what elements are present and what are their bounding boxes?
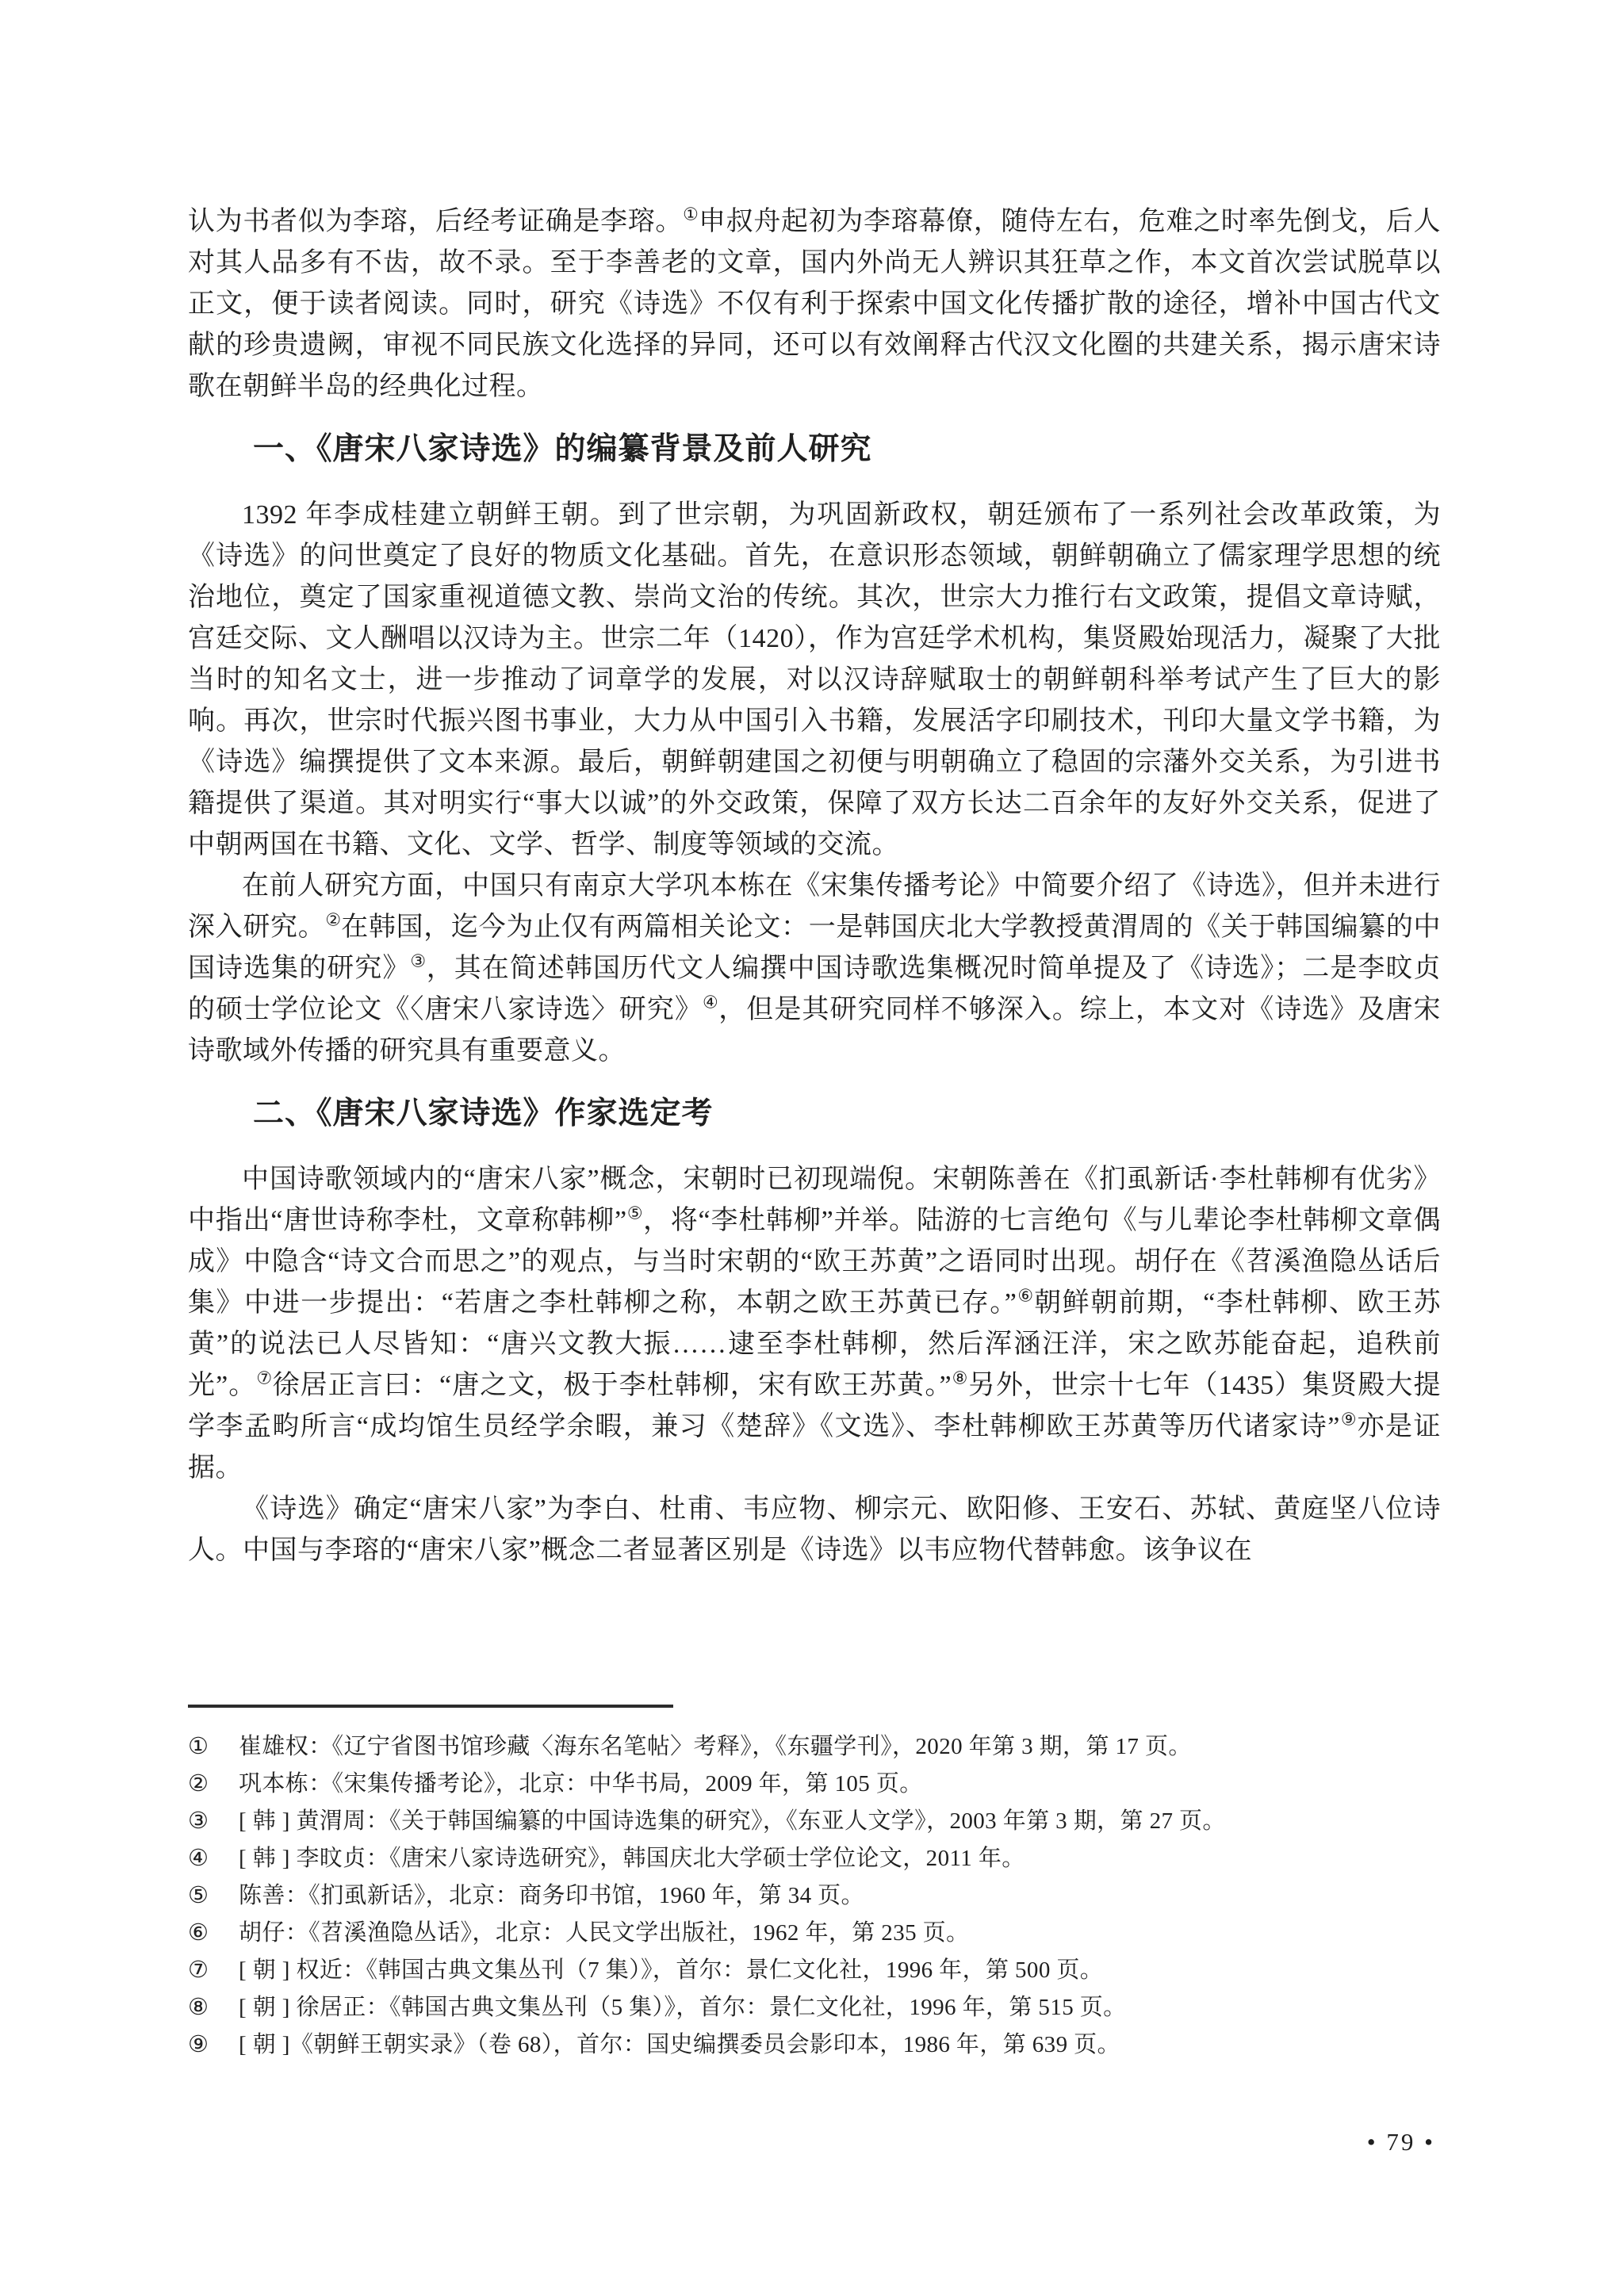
footnote-ref: ① [683,204,699,224]
footnote-6 [188,1915,1449,1952]
footnote-text: [ 朝 ] 权近：《韩国古典文集丛刊（7 集）》，首尔：景仁文化社，1996 年，第 500 页。 [239,1957,1104,1983]
section-heading-1: 一、《唐宋八家诗选》的编纂背景及前人研究 [253,432,872,466]
page-number: • 79 • [1366,2128,1435,2156]
footnotes-section [188,1705,1449,2064]
footnote-ref: ⑦ [256,1368,273,1388]
footnote-text: 崔雄权：《辽宁省图书馆珍藏〈海东名笔帖〉考释》，《东疆学刊》，2020 年第 3 期，第 17 页。 [239,1734,1192,1759]
footnote-3 [188,1803,1449,1840]
footnote-7 [188,1952,1449,1989]
footnote-ref: ② [325,909,342,930]
footnote-9 [188,2026,1449,2064]
footnote-text: [ 韩 ] 黄渭周：《关于韩国编纂的中国诗选集的研究》，《东亚人文学》，2003 年第 3 期，第 27 页。 [239,1808,1226,1834]
footnote-marker: ⑤ [188,1883,209,1908]
footnote-ref: ③ [410,951,427,971]
paragraph-intro: 认为书者似为李瑢，后经考证确是李瑢。①申叔舟起初为李瑢幕僚，随侍左右，危难之时率先倒戈，后人对其人品多有不齿，故不录。至于李善老的文章，国内外尚无人辨识其狂草之作，本文首次尝试脱草以正文，便于读者阅读。同时，研究《诗选》不仅有利于探索中国文化传播扩散的途径，增补中国古代文献的珍贵遗阙，审视不同民族文化选择的异同，还可以有效阐释古代汉文化圈的共建关系，揭示唐宋诗歌在朝鲜半岛的经典化过程。 [188,204,1442,401]
paragraph-eight-poets: 《诗选》确定“唐宋八家”为李白、杜甫、韦应物、柳宗元、欧阳修、王安石、苏轼、黄庭坚八位诗人。中国与李瑢的“唐宋八家”概念二者显著区别是《诗选》以韦应物代替韩愈。该争议在 [188,1494,1441,1565]
footnote-2 [188,1766,1449,1803]
footnote-text: [ 朝 ] 徐居正：《韩国古典文集丛刊（5 集）》，首尔：景仁文化社，1996 年，第 515 页。 [239,1995,1127,2020]
footnote-ref: ⑨ [1339,1409,1358,1429]
footnote-8 [188,1989,1449,2026]
footnote-text: [ 朝 ]《朝鲜王朝实录》（卷 68），首尔：国史编撰委员会影印本，1986 年，第 639 页。 [239,2032,1120,2057]
footnote-ref: ⑥ [1017,1285,1035,1306]
footnote-text: 陈善：《扪虱新话》，北京：商务印书馆，1960 年，第 34 页。 [239,1883,864,1908]
footnote-marker: ⑨ [188,2032,209,2057]
footnote-marker: ③ [188,1808,209,1834]
footnote-ref: ⑤ [626,1203,643,1223]
footnote-text: [ 韩 ] 李旼贞：《唐宋八家诗选研究》，韩国庆北大学硕士学位论文，2011 年。 [239,1846,1025,1871]
footnote-marker: ⑥ [188,1920,209,1946]
paragraph-background: 1392 年李成桂建立朝鲜王朝。到了世宗朝，为巩固新政权，朝廷颁布了一系列社会改革政策，为《诗选》的问世奠定了良好的物质文化基础。首先，在意识形态领域，朝鲜朝确立了儒家理学思想的统治地位，奠定了国家重视道德文教、崇尚文治的传统。其次，世宗大力推行右文政策，提倡文章诗赋，宫廷交际、文人酬唱以汉诗为主。世宗二年（1420），作为宫廷学术机构，集贤殿始现活力，凝聚了大批当时的知名文士，进一步推动了词章学的发展，对以汉诗辞赋取士的朝鲜朝科举考试产生了巨大的影响。再次，世宗时代振兴图书事业，大力从中国引入书籍，发展活字印刷技术，刊印大量文学书籍，为《诗选》编撰提供了文本来源。最后，朝鲜朝建国之初便与明朝确立了稳固的宗藩外交关系，为引进书籍提供了渠道。其对明实行“事大以诚”的外交政策，保障了双方长达二百余年的友好外交关系，促进了中朝两国在书籍、文化、文学、哲学、制度等领域的交流。 [188,500,1441,859]
footnote-marker: ⑦ [188,1957,209,1983]
footnote-separator [188,1705,673,1708]
section-heading-2: 二、《唐宋八家诗选》作家选定考 [253,1096,714,1131]
footnote-4 [188,1840,1449,1877]
footnote-text: 胡仔：《苕溪渔隐丛话》，北京：人民文学出版社，1962 年，第 235 页。 [239,1920,970,1946]
paragraph-prior-research: 在前人研究方面，中国只有南京大学巩本栋在《宋集传播考论》中简要介绍了《诗选》，但并未进行深入研究。②在韩国，迄今为止仅有两篇相关论文：一是韩国庆北大学教授黄渭周的《关于韩国编纂的中国诗选集的研究》③，其在简述韩国历代文人编撰中国诗歌选集概况时简单提及了《诗选》；二是李旼贞的硕士学位论文《〈唐宋八家诗选〉研究》④，但是其研究同样不够深入。综上，本文对《诗选》及唐宋诗歌域外传播的研究具有重要意义。 [188,871,1442,1066]
footnote-marker: ⑧ [188,1995,209,2020]
footnote-5 [188,1877,1449,1915]
footnote-marker: ① [188,1734,209,1759]
paragraph-eight-masters-concept: 中国诗歌领域内的“唐宋八家”概念，宋朝时已初现端倪。宋朝陈善在《扪虱新话·李杜韩柳有优劣》中指出“唐世诗称李杜，文章称韩柳”⑤，将“李杜韩柳”并举。陆游的七言绝句《与儿辈论李杜韩柳文章偶成》中隐含“诗文合而思之”的观点，与当时宋朝的“欧王苏黄”之语同时出现。胡仔在《苕溪渔隐丛话后集》中进一步提出：“若唐之李杜韩柳之称，本朝之欧王苏黄已存。”⑥朝鲜朝前期，“李杜韩柳、欧王苏黄”的说法已人尽皆知：“唐兴文教大振……逮至李杜韩柳，然后浑涵汪洋，宋之欧苏能奋起，追秩前光”。⑦徐居正言曰：“唐之文，极于李杜韩柳，宋有欧王苏黄。”⑧另外，世宗十七年（1435）集贤殿大提学李孟畇所言“成均馆生员经学余暇，兼习《楚辞》《文选》、李杜韩柳欧王苏黄等历代诸家诗”⑨亦是证据。 [188,1165,1441,1483]
footnote-marker: ④ [188,1846,209,1871]
footnote-ref: ④ [702,992,719,1012]
footnote-marker: ② [188,1771,209,1797]
footnote-text: 巩本栋：《宋集传播考论》，北京：中华书局，2009 年，第 105 页。 [239,1771,923,1797]
footnote-1 [188,1728,1449,1766]
footnote-ref: ⑧ [952,1368,968,1388]
article-body [188,201,1441,1571]
